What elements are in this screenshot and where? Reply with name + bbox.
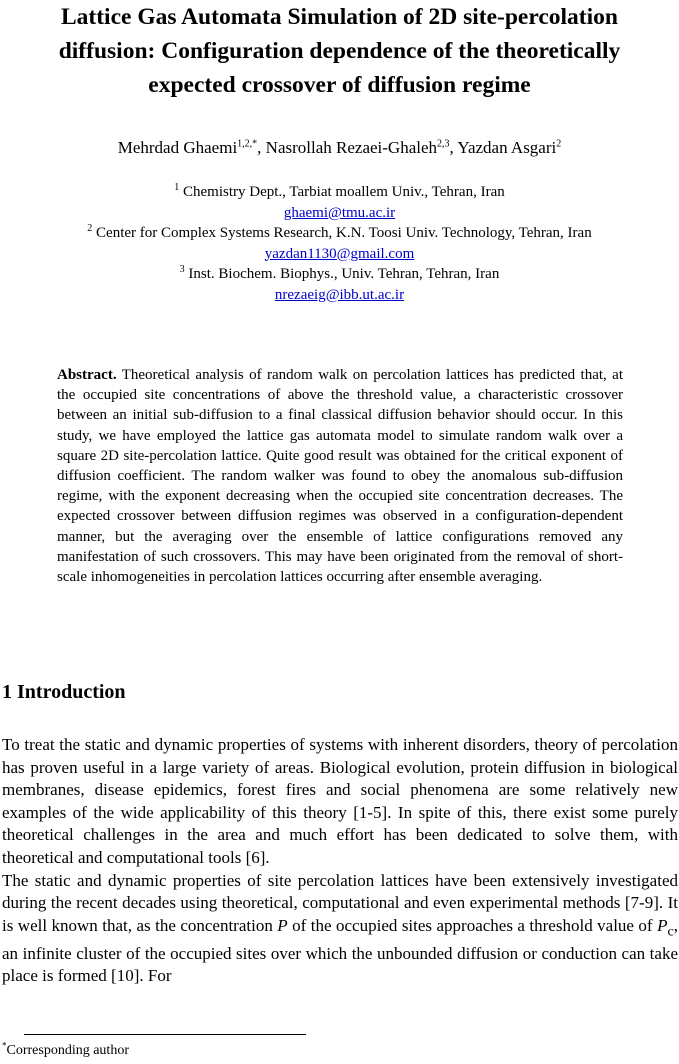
- author-name: Nasrollah Rezaei-Ghaleh: [265, 138, 438, 157]
- title-line: diffusion: Configuration dependence of the theoretically: [58, 38, 621, 64]
- affiliations: [0, 182, 679, 305]
- footnote-rule: [24, 1034, 306, 1035]
- title-line: Lattice Gas Automata Simulation of 2D site-percolation: [60, 4, 618, 30]
- affiliation-number: 1: [174, 182, 180, 193]
- section-body: [2, 734, 678, 988]
- affiliation-number: 3: [179, 264, 185, 275]
- email-link[interactable]: ghaemi@tmu.ac.ir: [283, 204, 396, 221]
- affiliation: [0, 264, 679, 285]
- affiliation: [0, 223, 679, 244]
- variable-pc: P: [657, 915, 668, 935]
- email-link[interactable]: yazdan1130@gmail.com: [264, 245, 415, 262]
- author-separator: ,: [257, 138, 266, 157]
- variable-p: P: [277, 915, 288, 935]
- title-line: expected crossover of diffusion regime: [148, 72, 531, 98]
- author-affiliation-mark: 1,2,*: [237, 138, 258, 150]
- abstract-label: Abstract.: [57, 367, 117, 383]
- affiliation-number: 2: [87, 223, 93, 234]
- paper-title: [0, 0, 679, 102]
- author-affiliation-mark: 2: [556, 138, 562, 150]
- footnote-mark: *: [2, 1040, 7, 1051]
- author-list: [0, 138, 679, 158]
- affiliation: [0, 182, 679, 203]
- paragraph: The static and dynamic properties of site percolation lattices have been extensively investigated during the recent decades using theoretical, computational and even experimental methods [7-9]. It is well known that, as the concentration P of the occupied sites approaches a threshold value of $P_c$, an infinite cluster of the occupied sites over which the unbounded diffusion or conduction can take place is formed [10]. For: [2, 870, 678, 986]
- author-name: Mehrdad Ghaemi: [117, 138, 238, 157]
- abstract-text: Theoretical analysis of random walk on percolation lattices has predicted that, at the occupied site concentrations of above the threshold value, a characteristic crossover between an initial sub-diffusion to a final classical diffusion behavior should occur. In this study, we have employed the lattice gas automata model to simulate random walk over a square 2D site-percolation lattice. Quite good result was obtained for the critical exponent of diffusion coefficient. The random walker was found to obey the anomalous sub-diffusion regime, with the exponent decreasing when the occupied site concentration decreases. The expected crossover between diffusion regimes was observed in a configuration-dependent manner, but the averaging over the ensemble of lattice configurations removed any manifestation of such crossovers. This may have been originated from the removal of short-scale inhomogeneities in percolation lattices occurring after ensemble averaging.: [57, 367, 623, 586]
- variable-subscript: c: [667, 923, 674, 940]
- author-affiliation-mark: 2,3: [437, 138, 450, 150]
- author-separator: ,: [449, 138, 458, 157]
- affiliation-text: Inst. Biochem. Biophys., Univ. Tehran, Tehran, Iran: [188, 266, 500, 282]
- email-link[interactable]: nrezaeig@ibb.ut.ac.ir: [274, 286, 405, 303]
- affiliation-text: Chemistry Dept., Tarbiat moallem Univ., Tehran, Iran: [183, 184, 505, 200]
- section-heading: 1 Introduction: [2, 681, 126, 703]
- footnote: [2, 1040, 129, 1059]
- abstract: [57, 365, 623, 587]
- author-name: Yazdan Asgari: [457, 138, 557, 157]
- footnote-text: Corresponding author: [6, 1043, 129, 1058]
- paragraph: To treat the static and dynamic properties of systems with inherent disorders, theory of percolation has proven useful in a large variety of areas. Biological evolution, protein diffusion in biological membranes, disease epidemics, forest fires and social phenomena are some relatively new examples of the wide applicability of this theory [1-5]. In spite of this, there exist some purely theoretical challenges in the area and much effort has been dedicated to solve them, with theoretical and computational tools [6].: [2, 735, 678, 867]
- affiliation-text: Center for Complex Systems Research, K.N. Toosi Univ. Technology, Tehran, Iran: [96, 225, 592, 241]
